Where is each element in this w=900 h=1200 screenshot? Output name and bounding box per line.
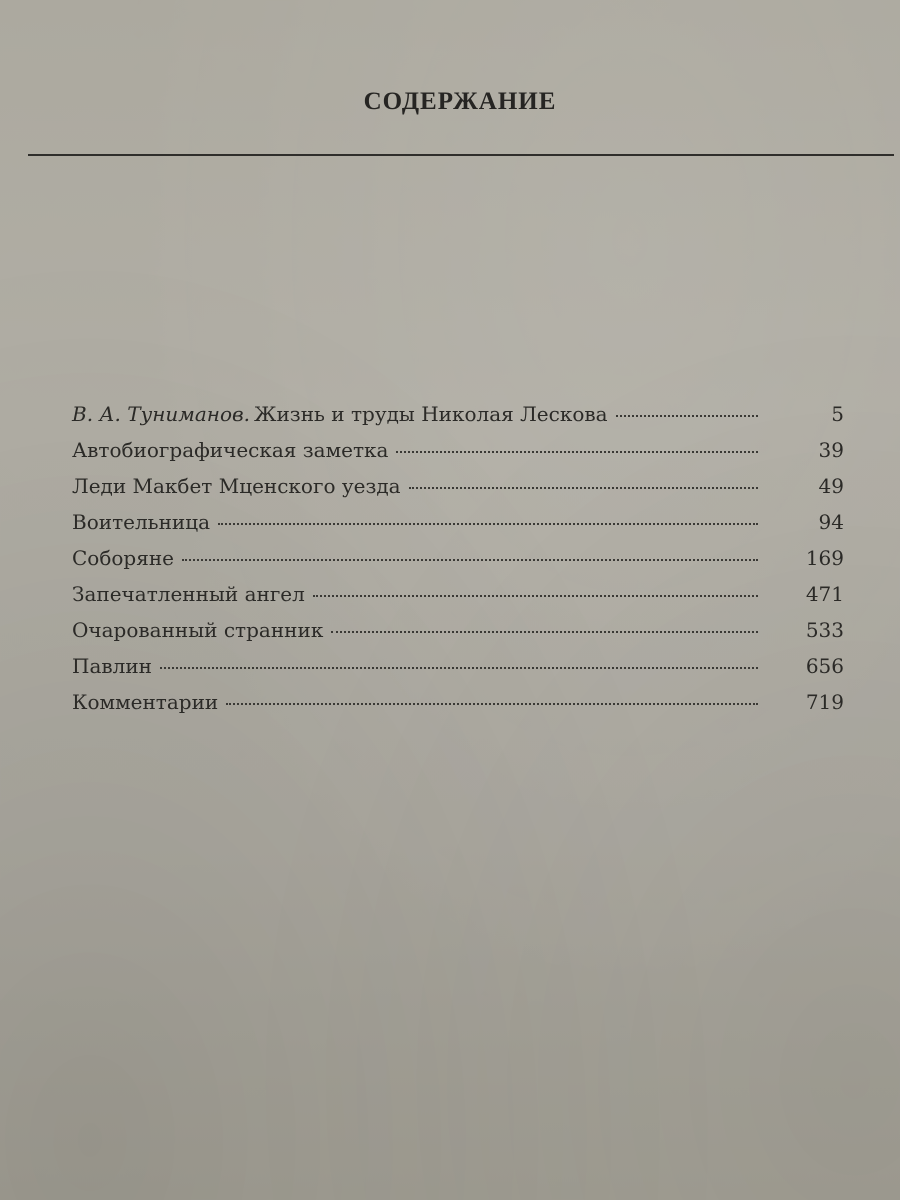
toc-entry-page: 471: [805, 582, 844, 606]
toc-entry-page: 94: [818, 510, 844, 534]
toc-entry: [72, 654, 844, 690]
toc-entry-page: 39: [818, 438, 844, 462]
page-heading: СОДЕРЖАНИЕ: [363, 88, 557, 115]
toc-entry: [72, 618, 844, 654]
toc-entry-title: Жизнь и труды Николая Лескова: [254, 402, 608, 426]
toc-entry-title: Соборяне: [72, 546, 175, 570]
dot-leader: [160, 667, 758, 669]
toc-entry-page: 719: [805, 690, 844, 714]
dot-leader: [313, 595, 758, 597]
toc-entry: [72, 510, 844, 546]
toc-entry-title: Леди Макбет Мценского уезда: [72, 474, 401, 498]
heading-rule: [28, 154, 894, 156]
toc-entry-page: 533: [805, 618, 844, 642]
toc-entry-title: Павлин: [72, 654, 152, 678]
toc-entry: [72, 402, 844, 438]
toc-entry-title: Автобиографическая заметка: [72, 438, 389, 462]
dot-leader: [218, 523, 758, 525]
toc-entry-title: Очарованный странник: [72, 618, 324, 642]
toc-entry-title: Запечатленный ангел: [72, 582, 305, 606]
toc-entry-title: Воительница: [72, 510, 211, 534]
toc-entry-page: 49: [818, 474, 844, 498]
toc-entry: [72, 546, 844, 582]
toc-entry-page: 5: [831, 402, 844, 426]
dot-leader: [226, 703, 758, 705]
toc-entry: [72, 474, 844, 510]
toc-entry-author: В. А. Туниманов.: [72, 402, 250, 426]
dot-leader: [396, 451, 758, 453]
dot-leader: [182, 559, 758, 561]
toc-entry-title: Комментарии: [72, 690, 219, 714]
toc-entry-title-group: [72, 402, 608, 426]
dot-leader: [331, 631, 758, 633]
dot-leader: [409, 487, 758, 489]
toc-entry: [72, 438, 844, 474]
table-of-contents: [72, 402, 844, 726]
toc-entry: [72, 690, 844, 726]
dot-leader: [616, 415, 758, 417]
toc-entry-page: 656: [805, 654, 844, 678]
toc-entry: [72, 582, 844, 618]
toc-entry-page: 169: [805, 546, 844, 570]
